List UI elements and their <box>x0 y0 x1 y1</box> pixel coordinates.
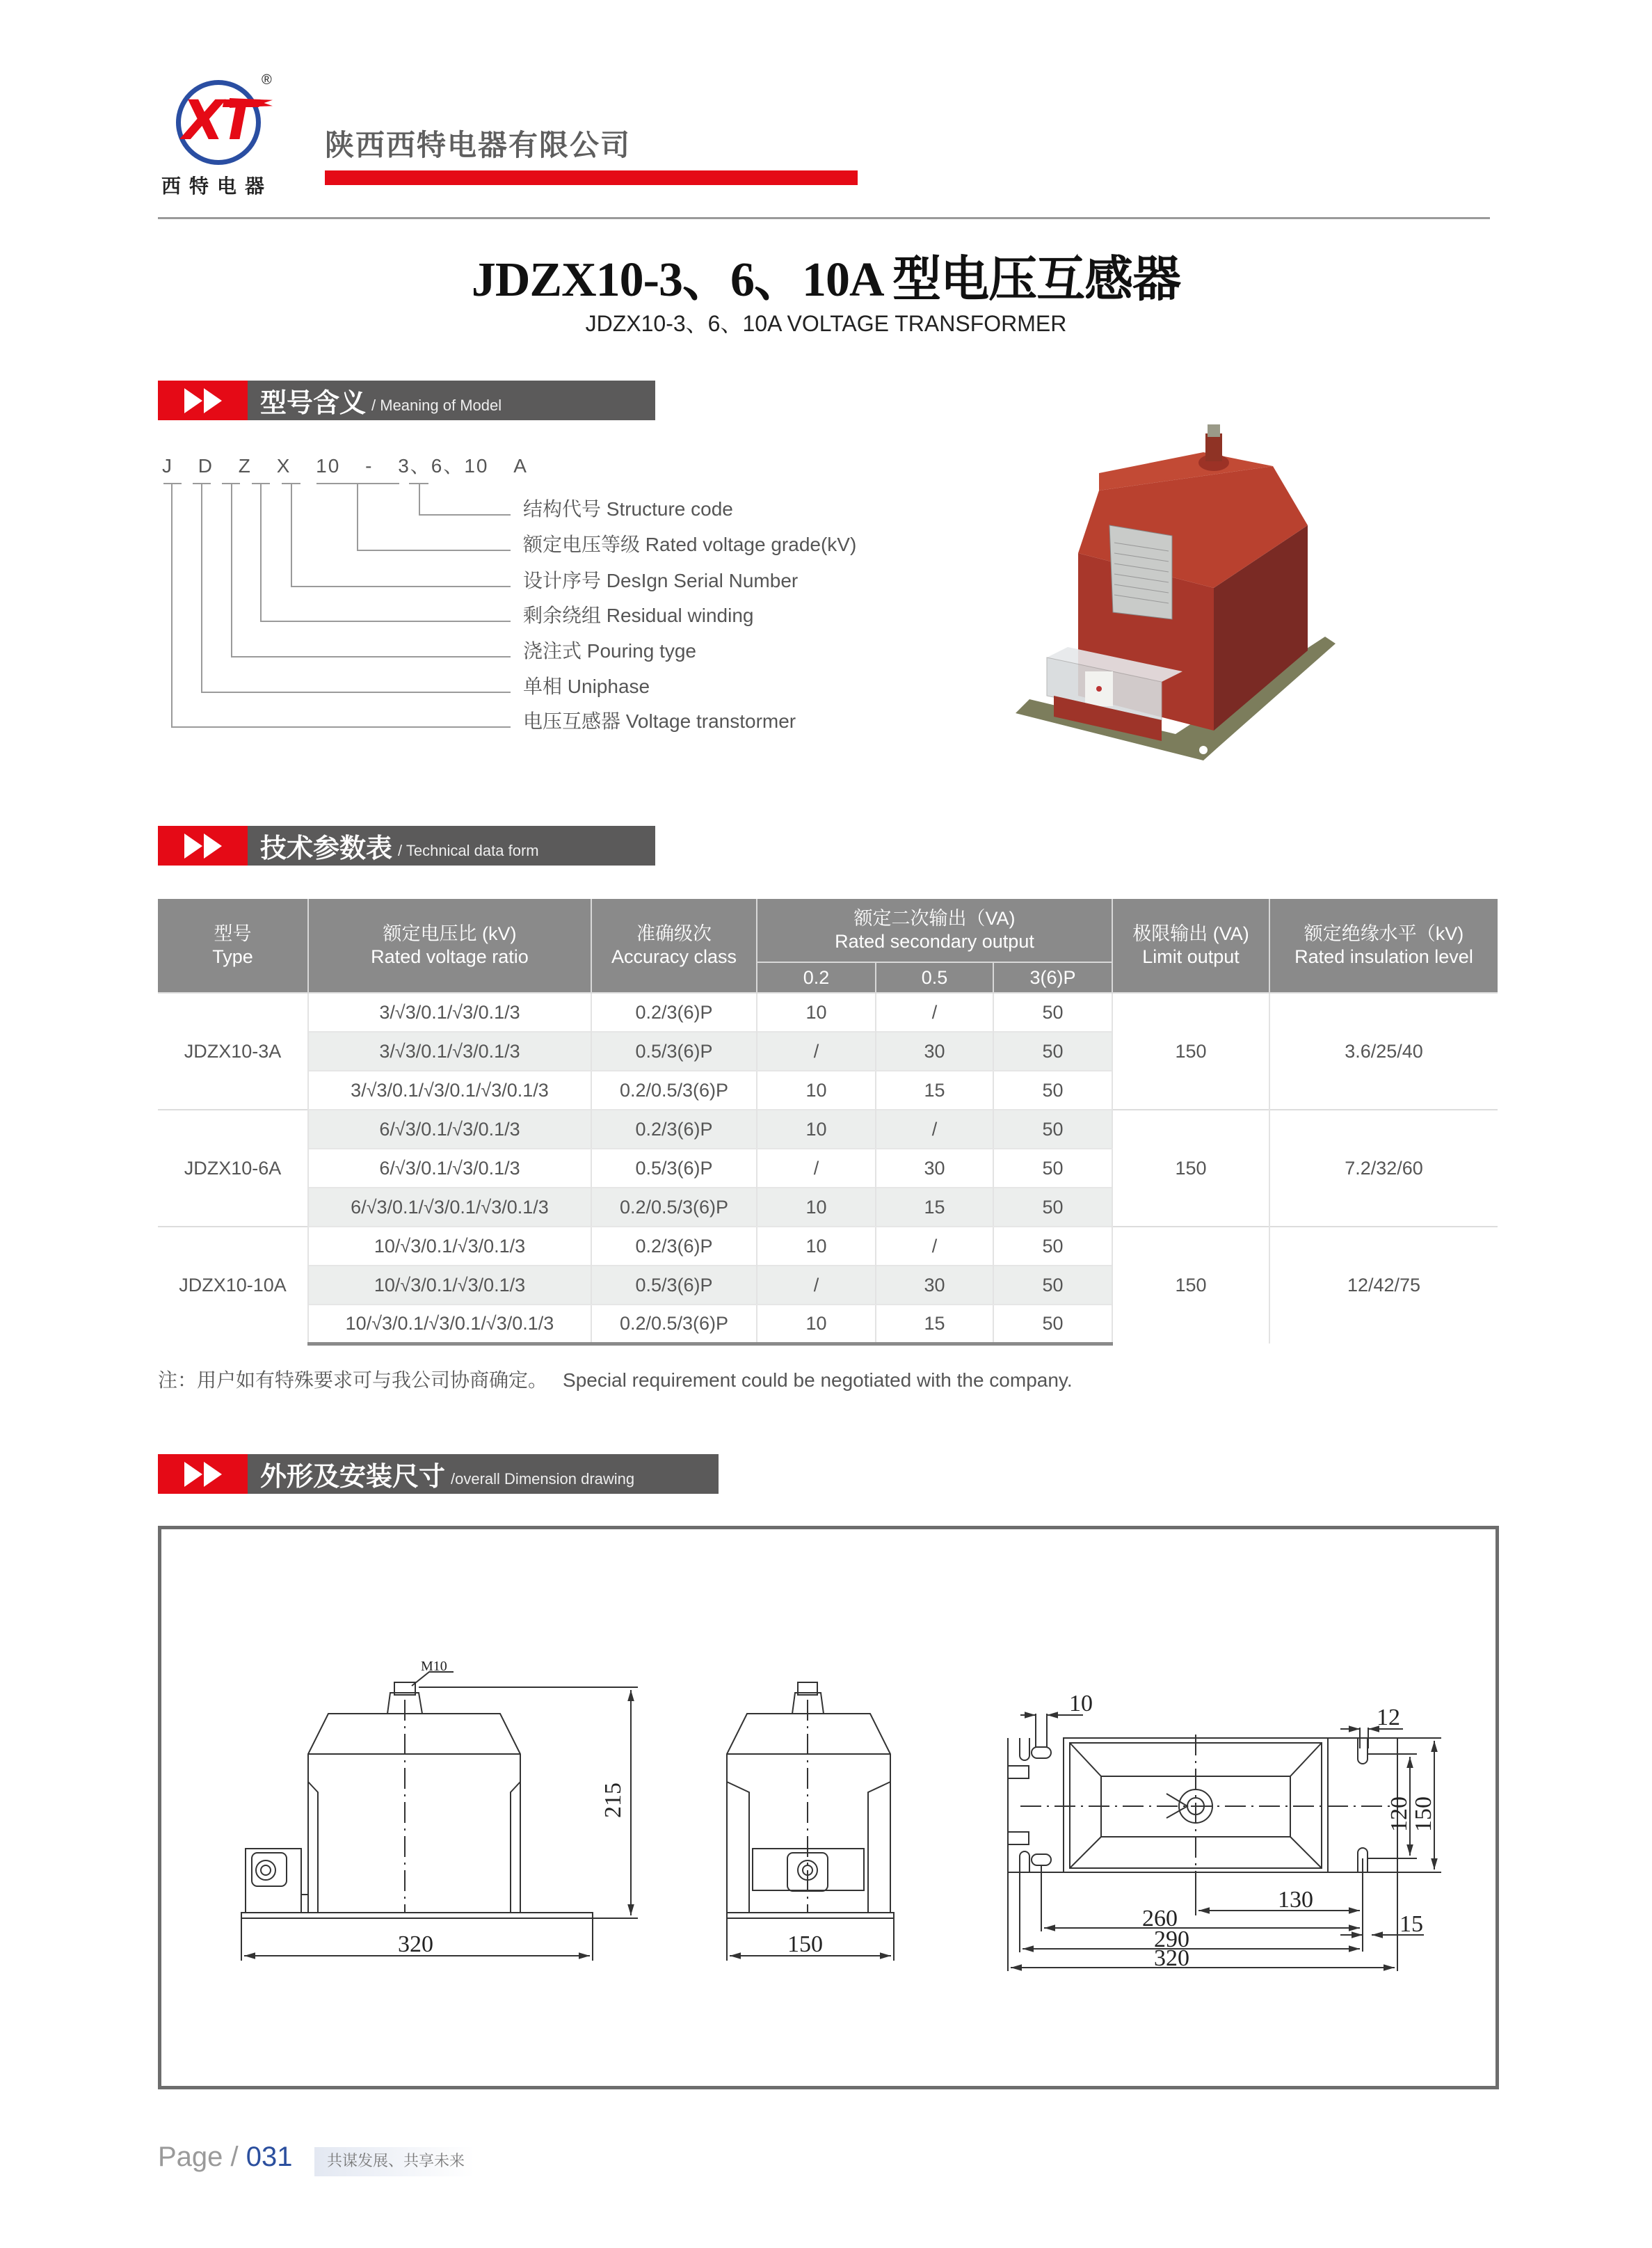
cell-accuracy: 0.2/0.5/3(6)P <box>591 1305 757 1344</box>
cell-output-0-5: / <box>876 1227 993 1266</box>
cell-output-3-6p: 50 <box>993 1266 1112 1305</box>
annotation-uniphase: 单相 Uniphase <box>523 676 650 697</box>
cell-output-0-2: 10 <box>757 1071 876 1110</box>
cell-ratio: 3/√3/0.1/√3/0.1/3 <box>308 1032 591 1071</box>
section-header-technical-data <box>158 826 655 866</box>
cell-output-3-6p: 50 <box>993 1227 1112 1266</box>
footer-slogan: 共谋发展、共享未来 <box>314 2147 474 2176</box>
cell-output-0-5: 15 <box>876 1188 993 1227</box>
section-title-en: /overall Dimension drawing <box>451 1469 635 1488</box>
annotation-rated-voltage-grade: 额定电压等级 Rated voltage grade(kV) <box>523 534 857 555</box>
cell-accuracy: 0.2/0.5/3(6)P <box>591 1188 757 1227</box>
section-title-cn: 技术参数表 <box>260 833 393 863</box>
model-code <box>162 451 539 479</box>
cell-ratio: 10/√3/0.1/√3/0.1/√3/0.1/3 <box>308 1305 591 1344</box>
cell-output-0-2: / <box>757 1149 876 1188</box>
cell-output-0-2: / <box>757 1266 876 1305</box>
code-part-x: X <box>276 455 291 477</box>
cell-type: JDZX10-3A <box>158 993 308 1110</box>
section-title-cn: 型号含义 <box>260 388 367 418</box>
cell-accuracy: 0.2/3(6)P <box>591 993 757 1032</box>
cell-insulation-level: 7.2/32/60 <box>1269 1110 1498 1227</box>
cell-output-3-6p: 50 <box>993 993 1112 1032</box>
cell-limit-output: 150 <box>1112 1227 1269 1344</box>
cell-accuracy: 0.5/3(6)P <box>591 1266 757 1305</box>
header-accuracy-class: 准确级次 Accuracy class <box>591 899 757 993</box>
section-header-model-meaning <box>158 381 655 420</box>
annotation-residual-winding: 剩余绕组 Residual winding <box>523 605 754 626</box>
section-title-en: / Technical data form <box>398 841 539 859</box>
cell-accuracy: 0.5/3(6)P <box>591 1149 757 1188</box>
code-part-d: D <box>198 455 214 477</box>
cell-type: JDZX10-10A <box>158 1227 308 1344</box>
subheader-3-6p: 3(6)P <box>993 962 1112 993</box>
cell-type: JDZX10-6A <box>158 1110 308 1227</box>
cell-output-0-5: 15 <box>876 1071 993 1110</box>
cell-output-0-5: 30 <box>876 1032 993 1071</box>
cell-insulation-level: 12/42/75 <box>1269 1227 1498 1344</box>
code-part-z: Z <box>238 455 252 477</box>
dim-label-290: 290 <box>1154 1927 1189 1952</box>
annotation-design-serial: 设计序号 DesIgn Serial Number <box>523 570 799 591</box>
cell-output-3-6p: 50 <box>993 1149 1112 1188</box>
dim-label-320-top: 320 <box>1154 1945 1189 1971</box>
cell-output-0-2: 10 <box>757 1227 876 1266</box>
top-view-drawing <box>1008 1714 1441 1971</box>
header-rated-secondary-output: 额定二次输出（VA) Rated secondary output <box>757 899 1112 962</box>
technical-data-table <box>158 899 1498 1346</box>
company-accent-bar <box>325 170 858 185</box>
cell-ratio: 6/√3/0.1/√3/0.1/3 <box>308 1149 591 1188</box>
table-note <box>158 1365 1073 1393</box>
note-cn: 注：用户如有特殊要求可与我公司协商确定。 <box>158 1369 548 1391</box>
dim-label-215: 215 <box>600 1783 626 1818</box>
page-number-value: 031 <box>246 2142 293 2172</box>
logo-brand-name: 西特电器 <box>161 175 273 198</box>
page-number <box>158 2142 293 2173</box>
code-part-dash: - <box>365 455 374 477</box>
section-header-dimension <box>158 1454 719 1494</box>
dim-label-260: 260 <box>1142 1906 1178 1931</box>
cell-output-3-6p: 50 <box>993 1032 1112 1071</box>
cell-ratio: 3/√3/0.1/√3/0.1/√3/0.1/3 <box>308 1071 591 1110</box>
header-type: 型号 Type <box>158 899 308 993</box>
cell-ratio: 6/√3/0.1/√3/0.1/√3/0.1/3 <box>308 1188 591 1227</box>
cell-limit-output: 150 <box>1112 993 1269 1110</box>
cell-ratio: 6/√3/0.1/√3/0.1/3 <box>308 1110 591 1149</box>
model-annotation-leader-lines <box>158 480 520 731</box>
dim-label-10: 10 <box>1069 1691 1093 1716</box>
cell-accuracy: 0.2/3(6)P <box>591 1227 757 1266</box>
cell-output-0-5: 30 <box>876 1266 993 1305</box>
section-title-en: / Meaning of Model <box>371 396 502 414</box>
dimension-drawings <box>158 1526 1499 2089</box>
cell-output-3-6p: 50 <box>993 1071 1112 1110</box>
header-divider <box>158 217 1490 219</box>
table-row <box>158 993 1498 1032</box>
front-view-drawing <box>241 1672 638 1961</box>
page-prefix: Page / <box>158 2142 246 2172</box>
cell-output-0-5: 15 <box>876 1305 993 1344</box>
code-part-j: J <box>162 455 173 477</box>
section-title-cn: 外形及安装尺寸 <box>260 1461 446 1492</box>
cell-ratio: 10/√3/0.1/√3/0.1/3 <box>308 1227 591 1266</box>
dim-label-15: 15 <box>1400 1911 1423 1937</box>
note-en: Special requirement could be negotiated with the company. <box>563 1369 1073 1391</box>
side-view-drawing <box>727 1682 894 1961</box>
dim-label-12: 12 <box>1377 1705 1400 1730</box>
cell-output-3-6p: 50 <box>993 1110 1112 1149</box>
code-part-a: A <box>513 455 528 477</box>
double-arrow-icon <box>158 826 248 866</box>
subheader-0-5: 0.5 <box>876 962 993 993</box>
page-title: JDZX10-3、6、10A 型电压互感器 <box>471 253 1181 307</box>
cell-output-0-2: / <box>757 1032 876 1071</box>
double-arrow-icon <box>158 381 248 420</box>
cell-insulation-level: 3.6/25/40 <box>1269 993 1498 1110</box>
cell-output-0-2: 10 <box>757 1110 876 1149</box>
cell-accuracy: 0.2/0.5/3(6)P <box>591 1071 757 1110</box>
cell-limit-output: 150 <box>1112 1110 1269 1227</box>
cell-output-0-5: / <box>876 993 993 1032</box>
code-part-serial: 10 <box>316 455 341 477</box>
cell-output-0-2: 10 <box>757 1188 876 1227</box>
double-arrow-icon <box>158 1454 248 1494</box>
code-part-voltage: 3、6、10 <box>398 455 489 477</box>
cell-output-3-6p: 50 <box>993 1305 1112 1344</box>
annotation-voltage-transformer: 电压互感器 Voltage transtormer <box>523 710 796 732</box>
header-limit-output: 极限输出 (VA) Limit output <box>1112 899 1269 993</box>
page-subtitle: JDZX10-3、6、10A VOLTAGE TRANSFORMER <box>585 311 1067 336</box>
dim-label-320-front: 320 <box>398 1931 433 1957</box>
cell-output-0-2: 10 <box>757 993 876 1032</box>
dim-label-120: 120 <box>1386 1796 1412 1832</box>
dim-label-130: 130 <box>1278 1887 1313 1913</box>
header-rated-voltage-ratio: 额定电压比 (kV) Rated voltage ratio <box>308 899 591 993</box>
table-row <box>158 1110 1498 1149</box>
annotation-pouring-type: 浇注式 Pouring tyge <box>523 640 696 662</box>
annotation-structure-code: 结构代号 Structure code <box>523 498 733 520</box>
cell-ratio: 10/√3/0.1/√3/0.1/3 <box>308 1266 591 1305</box>
table-row <box>158 1227 1498 1266</box>
product-photo <box>1002 414 1342 762</box>
cell-output-0-2: 10 <box>757 1305 876 1344</box>
dim-label-m10: M10 <box>421 1659 447 1674</box>
cell-output-0-5: 30 <box>876 1149 993 1188</box>
company-name: 陕西西特电器有限公司 <box>325 128 632 162</box>
header-rated-insulation-level: 额定绝缘水平（kV) Rated insulation level <box>1269 899 1498 993</box>
registered-mark: ® <box>262 72 272 88</box>
logo-letters: XT <box>182 90 253 152</box>
cell-output-3-6p: 50 <box>993 1188 1112 1227</box>
subheader-0-2: 0.2 <box>757 962 876 993</box>
cell-output-0-5: / <box>876 1110 993 1149</box>
cell-accuracy: 0.2/3(6)P <box>591 1110 757 1149</box>
cell-ratio: 3/√3/0.1/√3/0.1/3 <box>308 993 591 1032</box>
cell-accuracy: 0.5/3(6)P <box>591 1032 757 1071</box>
dim-label-150-top: 150 <box>1411 1796 1436 1832</box>
dim-label-150-side: 150 <box>787 1931 823 1957</box>
